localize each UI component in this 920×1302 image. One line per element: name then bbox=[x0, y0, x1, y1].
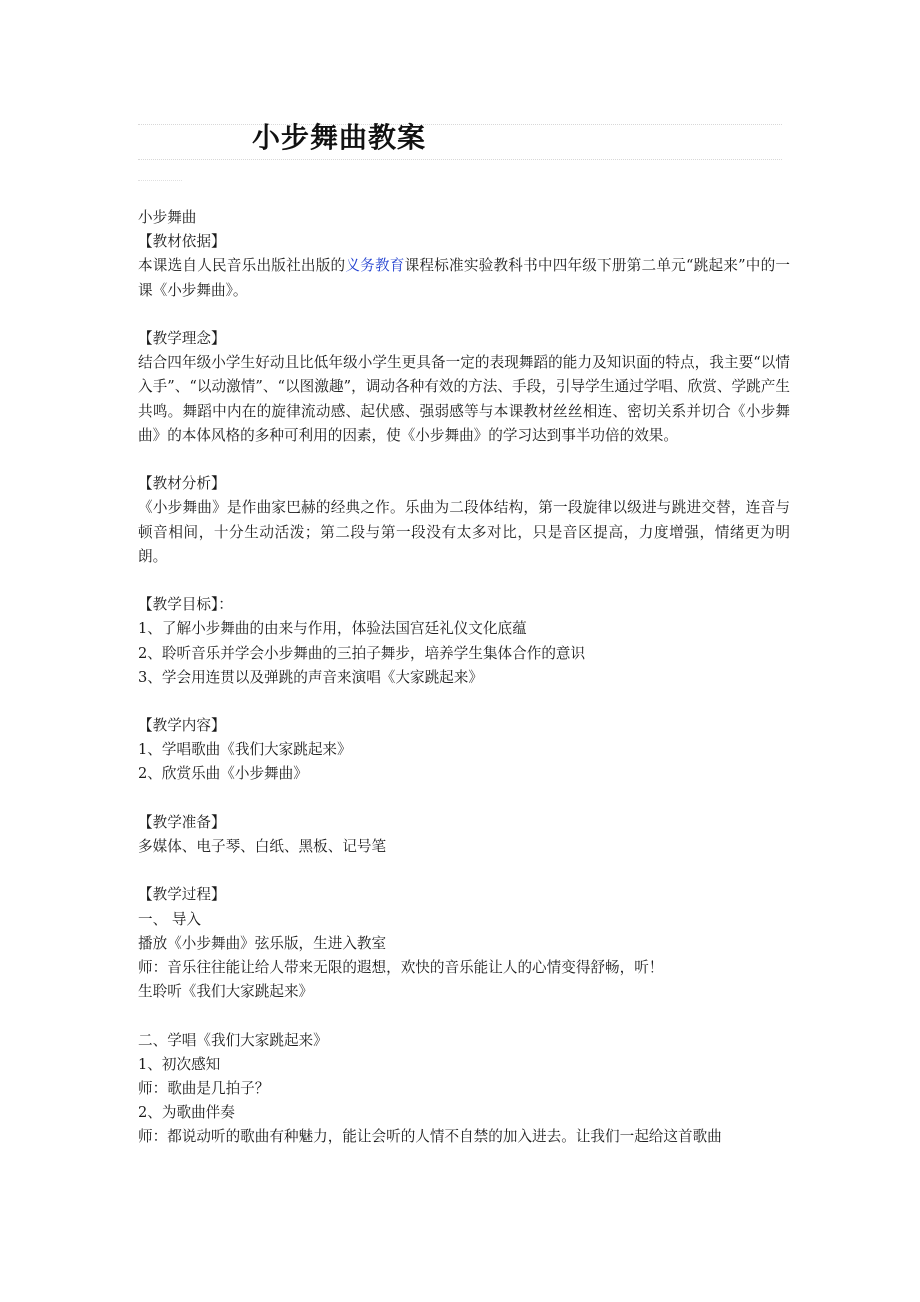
basis-paragraph bbox=[138, 254, 790, 302]
process-line: 一、 导入 bbox=[138, 910, 202, 928]
process-line: 师：都说动听的歌曲有种魅力，能让会听的人情不自禁的加入进去。让我们一起给这首歌曲 bbox=[138, 1128, 722, 1146]
title-divider bbox=[138, 162, 182, 181]
process-line: 生聆听《我们大家跳起来》 bbox=[138, 983, 314, 1001]
basis-text-after-link: 课程标准实验教科书中四年级下册第二单元“跳起来”中的一课《小步舞曲》。 bbox=[138, 257, 790, 299]
section-heading-process: 【教学过程】 bbox=[138, 886, 226, 904]
process-line: 师：音乐往往能让给人带来无限的遐想，欢快的音乐能让人的心情变得舒畅，听！ bbox=[138, 958, 664, 976]
section-heading-concept: 【教学理念】 bbox=[138, 329, 226, 347]
process-line: 2、为歌曲伴奏 bbox=[138, 1104, 235, 1122]
goal-item: 3、学会用连贯以及弹跳的声音来演唱《大家跳起来》 bbox=[138, 668, 483, 686]
process-line: 播放《小步舞曲》弦乐版，生进入教室 bbox=[138, 934, 387, 952]
process-line: 1、初次感知 bbox=[138, 1055, 221, 1073]
spacer bbox=[138, 787, 790, 811]
spacer bbox=[138, 1004, 790, 1028]
compulsory-education-link[interactable]: 义务教育 bbox=[345, 257, 405, 275]
spacer bbox=[138, 690, 790, 714]
section-heading-analysis: 【教材分析】 bbox=[138, 475, 226, 493]
section-heading-goals: 【教学目标】： bbox=[138, 596, 233, 614]
document-body bbox=[138, 206, 790, 1149]
spacer bbox=[138, 303, 790, 327]
subtitle: 小步舞曲 bbox=[138, 209, 197, 226]
process-line: 二、学唱《我们大家跳起来》 bbox=[138, 1031, 328, 1049]
process-line: 师：歌曲是几拍子？ bbox=[138, 1079, 270, 1097]
section-heading-content: 【教学内容】 bbox=[138, 717, 226, 735]
page-title: 小步舞曲教案 bbox=[252, 121, 427, 154]
title-band bbox=[138, 124, 782, 160]
spacer bbox=[138, 448, 790, 472]
content-item: 1、学唱歌曲《我们大家跳起来》 bbox=[138, 741, 352, 759]
spacer bbox=[138, 569, 790, 593]
basis-text-before-link: 本课选自人民音乐出版社出版的 bbox=[138, 257, 346, 275]
analysis-paragraph: 《小步舞曲》是作曲家巴赫的经典之作。乐曲为二段体结构，第一段旋律以级进与跳进交替，连音与顿音相间，十分生动活泼；第二段与第一段没有太多对比，只是音区提高，力度增强，情绪更为明朗。 bbox=[138, 499, 790, 565]
section-heading-basis: 【教材依据】 bbox=[138, 233, 226, 251]
spacer bbox=[138, 859, 790, 883]
prep-text: 多媒体、电子琴、白纸、黑板、记号笔 bbox=[138, 838, 387, 856]
goal-item: 2、聆听音乐并学会小步舞曲的三拍子舞步，培养学生集体合作的意识 bbox=[138, 644, 586, 662]
section-heading-prep: 【教学准备】 bbox=[138, 813, 226, 831]
goal-item: 1、了解小步舞曲的由来与作用，体验法国宫廷礼仪文化底蕴 bbox=[138, 620, 527, 638]
concept-paragraph: 结合四年级小学生好动且比低年级小学生更具备一定的表现舞蹈的能力及知识面的特点，我主要“以情入手”、“以动激情”、“以图激趣”，调动各种有效的方法、手段，引导学生通过学唱、欣赏、学跳产生共鸣。舞蹈中内在的旋律流动感、起伏感、强弱感等与本课教材丝丝相连、密切关系并切合《小步舞曲》的本体风格的多种可利用的因素，使《小步舞曲》的学习达到事半功倍的效果。 bbox=[138, 354, 790, 444]
content-item: 2、欣赏乐曲《小步舞曲》 bbox=[138, 765, 308, 783]
